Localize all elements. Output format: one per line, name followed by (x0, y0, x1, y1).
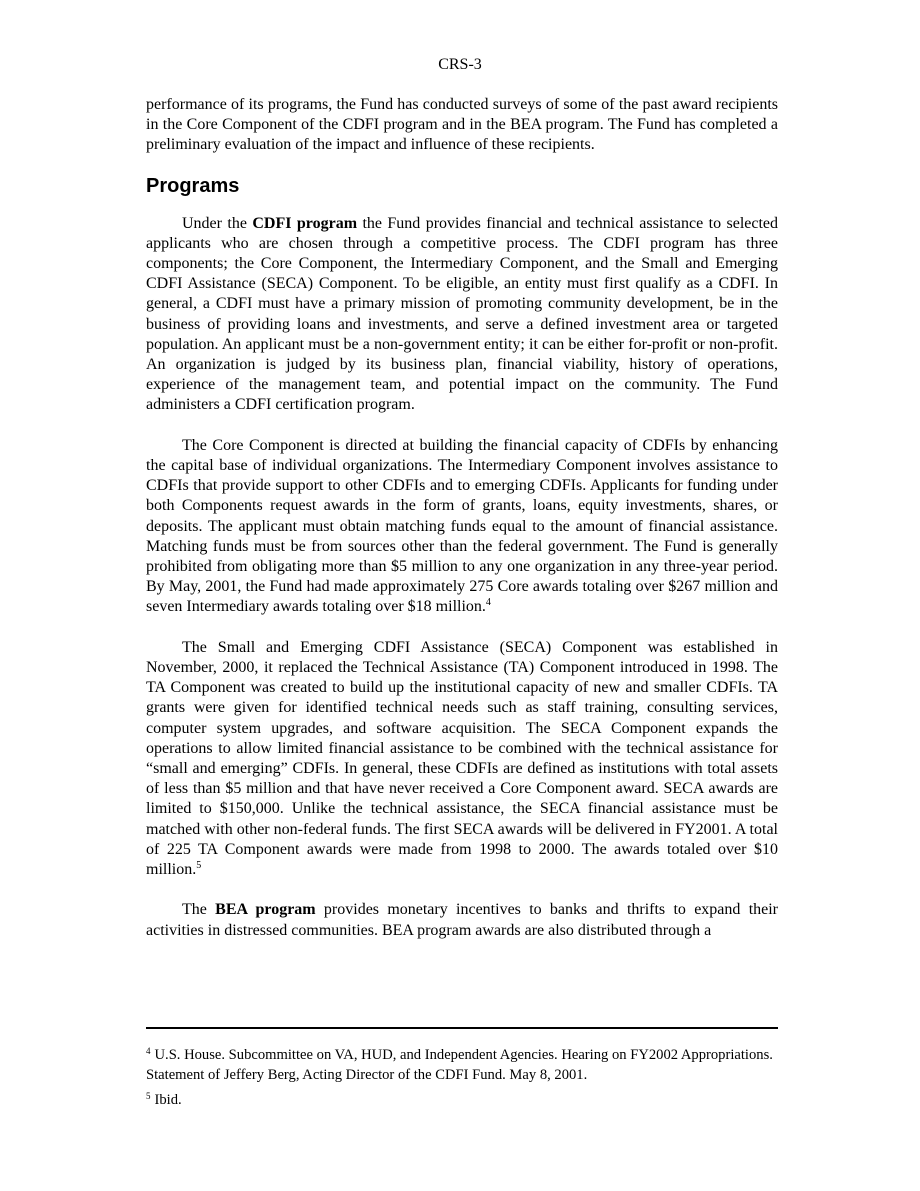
bea-body-text: provides monetary incentives to banks and thrifts to expand their activities in distressed communities. BEA program awards are also distributed through a (146, 901, 779, 939)
footnote-marker-4: 4 (146, 1046, 151, 1056)
footnote-ref-5: 5 (196, 860, 202, 872)
section-heading: Programs (146, 174, 240, 197)
footnote-4-text: U.S. House. Subcommittee on VA, HUD, and Independent Agencies. Hearing on FY2002 Appropriations. Statement of Jeffery Berg, Acting Director of the CDFI Fund. May 8, 2001. (146, 1047, 773, 1083)
footnote-5-text: Ibid. (154, 1092, 182, 1108)
page-number-header: CRS-3 (438, 56, 482, 73)
intro-paragraph: performance of its programs, the Fund has conducted surveys of some of the past award recipients in the Core Component of the CDFI program and in the BEA program. The Fund has completed a preliminary evaluation of the impact and influence of these recipients. (146, 96, 778, 154)
cdfi-program-term: CDFI program (252, 214, 358, 232)
cdfi-program-paragraph (146, 214, 778, 416)
footnote-5 (146, 1091, 778, 1111)
bea-lead-text: The (182, 901, 216, 919)
bea-program-term: BEA program (215, 901, 316, 919)
main-content (146, 95, 778, 941)
core-component-paragraph (146, 436, 778, 618)
seca-component-paragraph (146, 638, 778, 880)
footnotes-section (146, 1046, 778, 1117)
seca-body-text: The Small and Emerging CDFI Assistance (SECA) Component was established in November, 2000, it replaced the Technical Assistance (TA) Component introduced in 1998. The TA Component was created to build up the institutional capacity of new and smaller CDFIs. TA grants were given for identified technical needs such as staff training, consulting services, computer system upgrades, and software acquisition. The SECA Component expands the operations to allow limited financial assistance to be combined with the technical assistance for “small and emerging” CDFIs. In general, these CDFIs are defined as institutions with total assets of less than $5 million and that have never received a Core Component award. SECA awards are limited to $150,000. Unlike the technical assistance, the SECA financial assistance must be matched with other non-federal funds. The first SECA awards will be delivered in FY2001. A total of 225 TA Component awards were made from 1998 to 2000. The awards totaled over $10 million. (146, 638, 778, 879)
core-body-text: The Core Component is directed at building the financial capacity of CDFIs by enhancing the capital base of individual organizations. The Intermediary Component involves assistance to CDFIs that provide support to other CDFIs and to emerging CDFIs. Applicants for funding under both Components request awards in the form of grants, loans, equity investments, shares, or deposits. The applicant must obtain matching funds equal to the amount of financial assistance. Matching funds must be from sources other than the federal government. The Fund is generally prohibited from obligating more than $5 million to any one organization in any three-year period. By May, 2001, the Fund had made approximately 275 Core awards totaling over $267 million and seven Intermediary awards totaling over $18 million. (146, 436, 778, 616)
cdfi-body-text: the Fund provides financial and technical assistance to selected applicants who are chosen through a competitive process. The CDFI program has three components; the Core Component, the Intermediary Component, and the Small and Emerging CDFI Assistance (SECA) Component. To be eligible, an entity must first qualify as a CDFI. In general, a CDFI must have a primary mission of promoting community development, be in the business of providing loans and investments, and serve a defined investment area or targeted population. An applicant must be a non-government entity; it can be either for-profit or non-profit. An organization is judged by its business plan, financial viability, history of operations, experience of the management team, and potential impact on the community. The Fund administers a CDFI certification program. (146, 214, 779, 414)
footnote-marker-5: 5 (146, 1091, 151, 1101)
footnote-ref-4: 4 (485, 597, 491, 609)
bea-program-paragraph (146, 900, 778, 940)
footnote-4 (146, 1046, 778, 1085)
footnote-divider (146, 1027, 778, 1029)
cdfi-lead-text: Under the (182, 214, 253, 232)
